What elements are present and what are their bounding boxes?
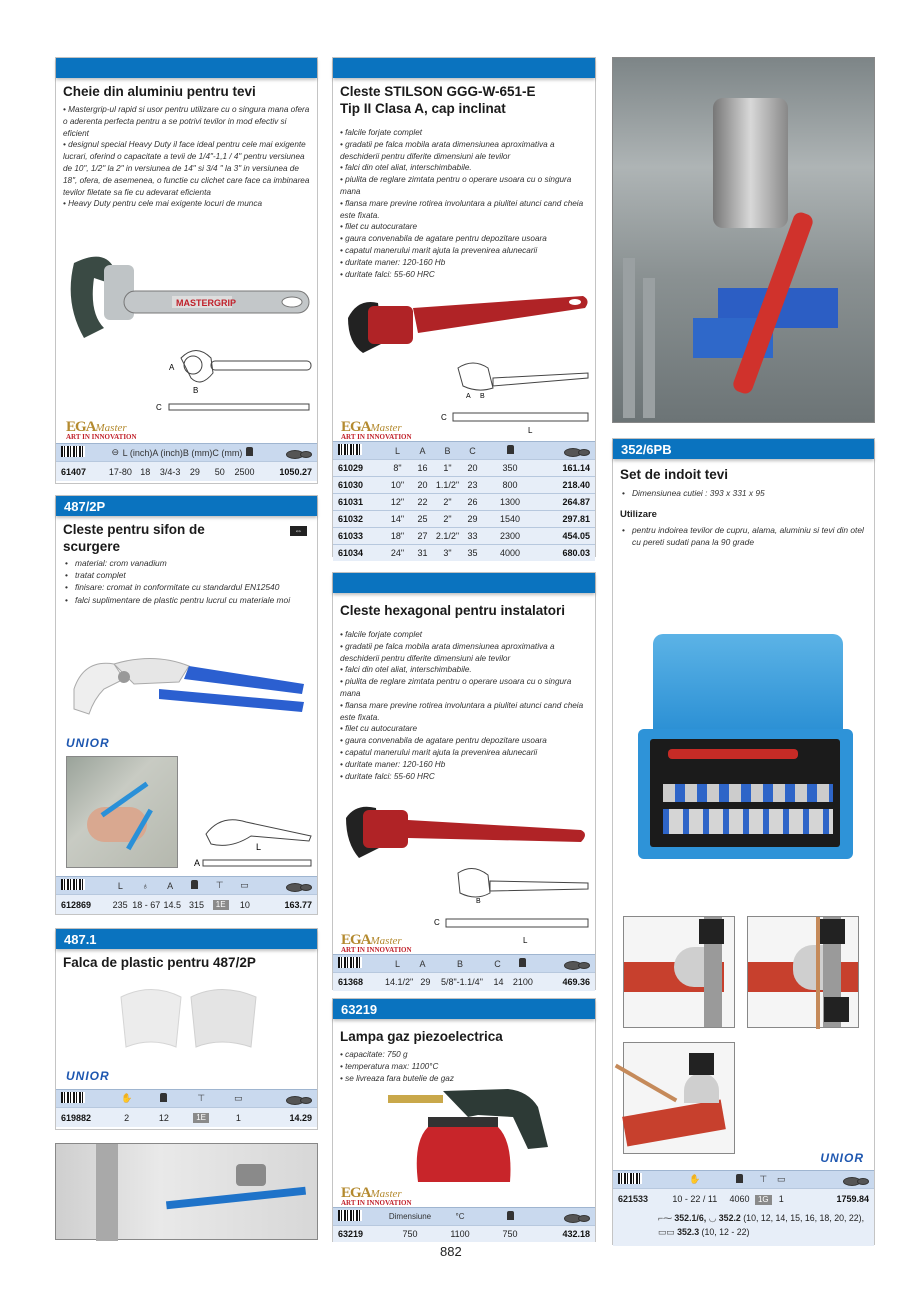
svg-text:C: C xyxy=(434,918,440,927)
product-card-352-6pb xyxy=(612,438,875,1245)
package-badge: 1E xyxy=(213,900,229,910)
product-table xyxy=(56,876,317,914)
product-header: 352/6PB xyxy=(613,439,874,459)
table-header: L A B C xyxy=(333,954,595,972)
product-card-487-1 xyxy=(55,928,318,1130)
product-title: Cleste hexagonal pentru instalatori xyxy=(340,603,566,618)
stilson-wrench-image xyxy=(343,288,593,368)
package-icon: ⊤ xyxy=(197,1093,206,1103)
table-row: 612869 235 18 - 67 14.5 315 1E 10 163.77 xyxy=(56,894,317,914)
brand-logo-unior: UNIOR xyxy=(66,1069,110,1083)
plastic-jaw-image xyxy=(111,977,271,1057)
product-table xyxy=(333,441,595,561)
tool-case-image xyxy=(638,634,853,864)
svg-text:B: B xyxy=(476,898,481,905)
weight-icon xyxy=(736,1174,743,1183)
former-icon: ◡ xyxy=(708,1213,717,1223)
table-row: 621533 10 - 22 / 11 4060 1G 1 1759.84 ⌐⁓ 352.1/6, ◡ 352.2 (10, 12, 14, 15, 16, 18, 20, 22), ▭▭ 352.3 (10, 12 - 22) xyxy=(613,1188,874,1246)
product-card-61407 xyxy=(55,57,318,484)
price-icon xyxy=(564,444,590,455)
barcode-icon xyxy=(338,1210,362,1221)
dimension-drawing xyxy=(428,863,593,948)
hand-icon: ✋ xyxy=(689,1174,701,1184)
usage-photo xyxy=(66,756,178,868)
hand-icon: ✋ xyxy=(121,1093,133,1103)
gas-torch-image xyxy=(388,1087,558,1187)
hex-wrench-image xyxy=(341,798,591,868)
table-row: 61034 24" 31 3" 35 4000 680.03 xyxy=(333,544,595,561)
svg-text:L: L xyxy=(528,426,533,435)
svg-text:C: C xyxy=(441,413,447,422)
table-row: 61032 14" 25 2" 29 1540 297.81 xyxy=(333,510,595,527)
table-header: Dimensiune °C xyxy=(333,1207,595,1225)
pipe-icon: ⊖ xyxy=(111,447,120,457)
table-row: 61368 14.1/2" 29 5/8"-1.1/4" 14 2100 469.36 xyxy=(333,972,595,991)
guide-icon: ▭▭ xyxy=(658,1227,675,1237)
barcode-icon xyxy=(618,1173,642,1184)
svg-text:MASTERGRIP: MASTERGRIP xyxy=(176,298,237,308)
svg-text:C: C xyxy=(156,403,162,412)
barcode-icon xyxy=(338,957,362,968)
product-description: • falcile forjate complet • gradatii pe falca mobila arata dimensiunea aproximativa a deschiderii pentru diferite dimensiuni ale tevilor • falci din otel aliat, interschimbabile. • piulita de reglare zimtata pentru o operare usoara cu o singura mana • flansa mare previne rotirea involuntara a piulitei atunci cand cheia este fixata. • filet cu autocuratare • gaura convenabila de agatare pentru depozitare usoara • capatul manerului marit ajuta la prevenirea alunecarii • duritate maner: 120-160 Hb • duritate falci: 55-60 HRC xyxy=(340,128,584,279)
package-icon: ⊤ xyxy=(215,880,224,890)
table-header: L ♁ A ⊤ ▭ xyxy=(56,876,317,894)
set-contents: ⌐⁓ 352.1/6, ◡ 352.2 (10, 12, 14, 15, 16, 18, 20, 22), ▭▭ 352.3 (10, 12 - 22) xyxy=(658,1213,865,1237)
package-badge: 1E xyxy=(193,1113,209,1123)
table-row: 61029 8" 16 1" 20 350 161.14 xyxy=(333,459,595,476)
product-table xyxy=(333,954,595,991)
siphon-pliers-image xyxy=(64,644,314,729)
product-title: Cleste pentru sifon de scurgere xyxy=(63,522,205,554)
product-description: • capacitate: 750 g • temperatura max: 1100°C • se livreaza fara butelie de gaz xyxy=(340,1050,454,1083)
brand-logo-unior: UNIOR xyxy=(820,1151,864,1165)
double-arrow-icon: ⇔ xyxy=(290,526,307,536)
table-row: 63219 750 1100 750 432.18 xyxy=(333,1225,595,1242)
quantity-icon: ▭ xyxy=(240,880,249,890)
product-header xyxy=(333,58,595,78)
usage-bullets: • pentru indoirea tevilor de cupru, alama, aluminiu si tevi din otel cu pereti sudati pana la 90 grade xyxy=(613,524,874,548)
product-header: 487/2P xyxy=(56,496,317,516)
table-row: 61407 17-80 18 3/4-3 29 50 2500 1050.27 xyxy=(56,461,317,481)
dimension-drawing xyxy=(438,358,593,436)
product-card-487-2p xyxy=(55,495,318,915)
product-card-63219 xyxy=(332,998,596,1242)
weight-icon xyxy=(507,1211,514,1220)
price-icon xyxy=(564,957,590,968)
product-title: Lampa gaz piezoelectrica xyxy=(340,1029,503,1044)
product-table xyxy=(56,443,317,481)
barcode-icon xyxy=(61,879,85,890)
barcode-icon xyxy=(61,446,85,457)
table-header xyxy=(613,1170,874,1188)
product-title: Cheie din aluminiu pentru tevi xyxy=(63,84,256,99)
price-icon xyxy=(286,1092,312,1103)
product-card-61368 xyxy=(332,572,596,990)
svg-text:A: A xyxy=(169,363,175,372)
brand-logo-egamaster: EGAMaster ART IN INNOVATION xyxy=(66,419,137,441)
usage-photo-pipe xyxy=(55,1143,318,1240)
dimension-drawing xyxy=(191,814,316,874)
price-icon xyxy=(564,1210,590,1221)
product-description: • falcile forjate complet • gradatii pe falca mobila arata dimensiunea aproximativa a deschiderii pentru diferite dimensiuni ale tevilor • falci din otel aliat, interschimbabile. • piulita de reglare zimtata pentru o operare usoara cu o singura mana • flansa mare previne rotirea involuntara a piulitei atunci cand cheia este fixata. • filet cu autocuratare • gaura convenabila de agatare pentru depozitare usoara • capatul manerului marit ajuta la prevenirea alunecarii • duritate maner: 120-160 Hb • duritate falci: 55-60 HRC xyxy=(340,630,584,781)
bender-icon: ⌐⁓ xyxy=(658,1213,672,1223)
svg-text:L: L xyxy=(523,936,528,945)
package-badge: 1G xyxy=(755,1195,772,1205)
svg-text:L: L xyxy=(256,842,262,852)
brand-logo-unior: UNIOR xyxy=(66,736,110,750)
quantity-icon: ▭ xyxy=(234,1093,243,1103)
page-number: 882 xyxy=(440,1244,462,1259)
weight-icon xyxy=(507,445,514,454)
price-icon xyxy=(286,446,312,457)
table-row: 61033 18" 27 2.1/2" 33 2300 454.05 xyxy=(333,527,595,544)
product-description: • Mastergrip-ul rapid si usor pentru utilizare cu o singura mana ofera o aderenta perfecta pentru a se potrivi tevilor in mod efectiv si eficient • designul special Heavy Duty il face ideal pentru cele mai exigente lucrari, oferind o capacitate a tevii de 1/4"-1,1 / 4" pentru versiunea de 10", 1/2" la 2" in versiunea de 14" si 3/4 " la 3" in versiunea de 18", ofera, de asemenea, o functie cu clichet care face ca imbinarea tevilor filetate sa fie cu adevarat eficienta • Heavy Duty pentru cele mai exigente locuri de munca xyxy=(63,105,310,209)
barcode-icon xyxy=(338,444,362,455)
capacity-icon: ♁ xyxy=(141,880,149,891)
weight-icon xyxy=(246,447,253,456)
product-header xyxy=(333,573,595,593)
weight-icon xyxy=(160,1093,167,1102)
svg-text:A: A xyxy=(466,393,471,400)
table-row: 619882 2 12 1E 1 14.29 xyxy=(56,1107,317,1127)
table-row: 61031 12" 22 2" 26 1300 264.87 xyxy=(333,493,595,510)
svg-text:B: B xyxy=(193,386,199,395)
detail-photo-2 xyxy=(747,916,859,1028)
brand-logo-egamaster: EGAMaster ART IN INNOVATION xyxy=(341,932,412,954)
weight-icon xyxy=(519,958,526,967)
package-icon: ⊤ xyxy=(759,1174,768,1184)
price-icon xyxy=(286,879,312,890)
quantity-icon: ▭ xyxy=(776,1174,786,1184)
product-table xyxy=(333,1207,595,1242)
table-row: 61030 10" 20 1.1/2" 23 800 218.40 xyxy=(333,476,595,493)
product-header: 63219 xyxy=(333,999,595,1019)
product-title: Falca de plastic pentru 487/2P xyxy=(63,955,256,970)
product-table xyxy=(56,1089,317,1127)
pipe-wrench-image xyxy=(64,243,314,343)
barcode-icon xyxy=(61,1092,85,1103)
dimension-drawing xyxy=(151,343,316,418)
table-header: ⊖ L (inch) A (inch) B (mm) C (mm) xyxy=(56,443,317,461)
table-header xyxy=(56,1089,317,1107)
svg-text:A: A xyxy=(194,858,201,868)
usage-heading: Utilizare xyxy=(620,509,657,521)
product-bullets: • material: crom vanadium • tratat complet • finisare: cromat in conformitate cu standardul EN12540 • falci suplimentare de plastic pentru lucrul cu materiale moi xyxy=(56,557,317,606)
product-card-61029 xyxy=(332,57,596,557)
product-header: 487.1 xyxy=(56,929,317,949)
weight-icon xyxy=(191,880,198,889)
price-icon xyxy=(843,1173,869,1184)
brand-logo-egamaster: EGAMaster ART IN INNOVATION xyxy=(341,1185,412,1207)
usage-photo-wrench xyxy=(612,57,875,423)
detail-photo-3 xyxy=(623,1042,735,1154)
table-header: L A B C xyxy=(333,441,595,459)
svg-text:B: B xyxy=(480,393,485,400)
detail-photo-1 xyxy=(623,916,735,1028)
product-bullets: • Dimensiunea cutiei : 393 x 331 x 95 xyxy=(613,487,874,499)
product-header xyxy=(56,58,317,78)
product-title: Cleste STILSON GGG-W-651-E Tip II Clasa A, cap inclinat xyxy=(340,84,536,116)
product-title: Set de indoit tevi xyxy=(620,467,729,482)
product-table xyxy=(613,1170,874,1246)
brand-logo-egamaster: EGAMaster ART IN INNOVATION xyxy=(341,419,412,441)
